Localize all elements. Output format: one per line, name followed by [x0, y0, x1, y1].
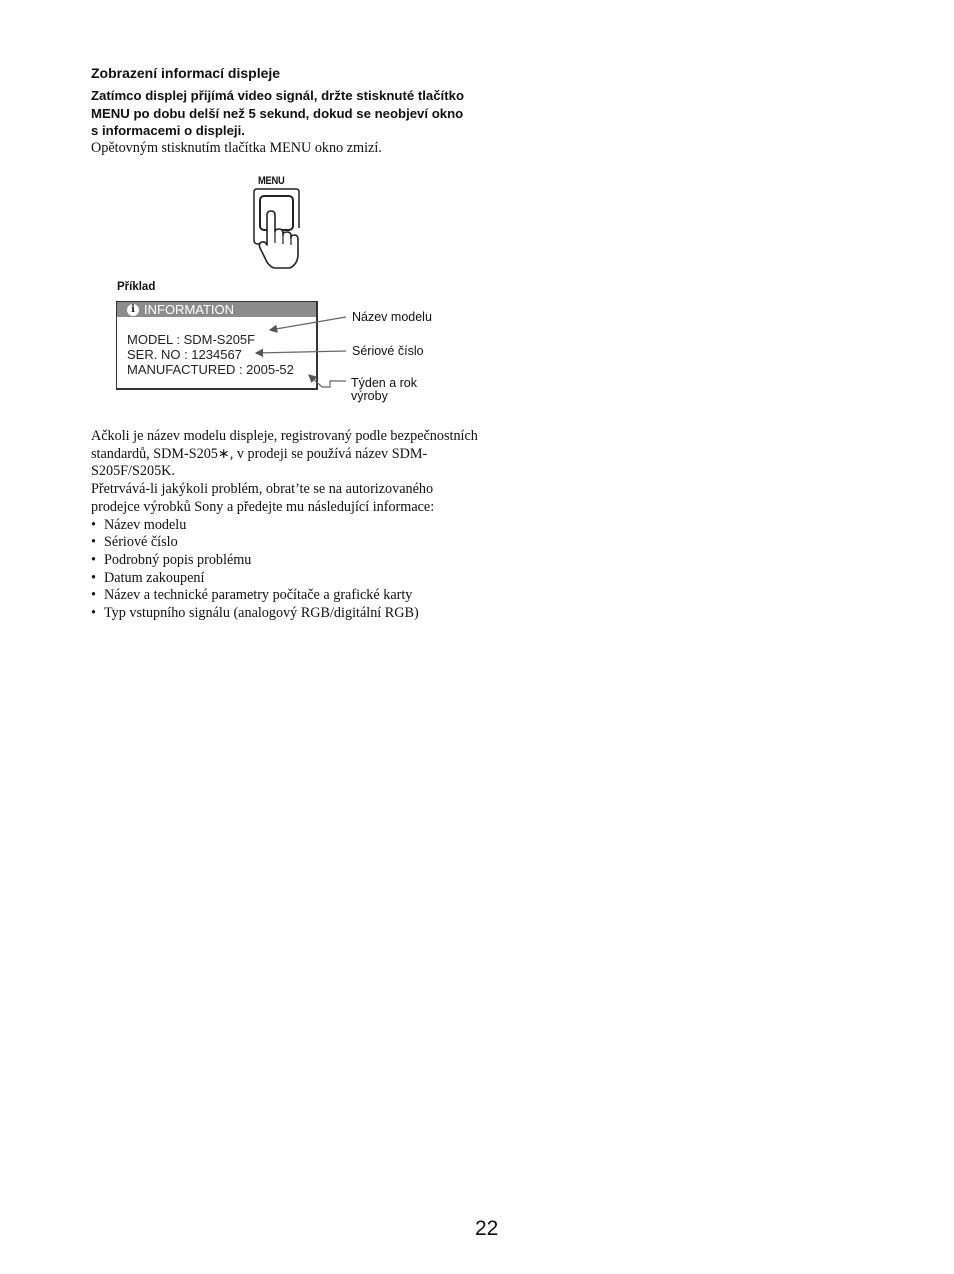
- callout-week-year: [351, 377, 417, 403]
- information-window-title: INFORMATION: [144, 302, 235, 317]
- example-label: Příklad: [117, 281, 156, 293]
- list-item-text: Sériové číslo: [104, 534, 178, 551]
- section-heading: Zobrazení informací displeje: [91, 65, 281, 81]
- bullet-icon: •: [91, 587, 96, 604]
- list-item-text: Typ vstupního signálu (analogový RGB/digitální RGB): [104, 605, 419, 622]
- bullet-icon: •: [91, 516, 96, 533]
- manufactured-line: MANUFACTURED : 2005-52: [127, 362, 294, 377]
- bullet-icon: •: [91, 534, 96, 551]
- model-name-note: Ačkoli je název modelu displeje, registrovaný podle bezpečnostních standardů, SDM-S205∗, v prodeji se používá název SDM-S205F/S205K.: [91, 428, 478, 480]
- info-icon: i: [127, 304, 139, 316]
- instruction-text: Zatímco displej přijímá video signál, držte stisknuté tlačítko MENU po dobu delší než 5 sekund, dokud se neobjeví okno s informacemi o displeji.: [91, 88, 465, 139]
- page-number: 22: [475, 1217, 499, 1240]
- callout-week-year-line2: výroby: [351, 389, 388, 403]
- menu-button-label: MENU: [258, 175, 285, 187]
- list-item: [91, 552, 481, 570]
- required-info-list: [91, 517, 481, 623]
- list-item: [91, 605, 481, 623]
- list-item-text: Datum zakoupení: [104, 569, 205, 586]
- model-line: MODEL : SDM-S205F: [127, 332, 256, 347]
- list-item-text: Podrobný popis problému: [104, 551, 252, 568]
- body-text: [91, 428, 481, 623]
- list-item: [91, 534, 481, 552]
- list-item: [91, 517, 481, 535]
- callout-serial-number: Sériové číslo: [352, 344, 424, 358]
- callout-model-name: Název modelu: [352, 310, 432, 324]
- bullet-icon: •: [91, 569, 96, 586]
- bullet-icon: •: [91, 551, 96, 568]
- dismiss-note: Opětovným stisknutím tlačítka MENU okno zmizí.: [91, 140, 382, 156]
- list-item-text: Název modelu: [104, 516, 187, 533]
- list-item: [91, 587, 481, 605]
- list-item: [91, 570, 481, 588]
- serial-number-line: SER. NO : 1234567: [127, 347, 242, 362]
- callout-arrows: [0, 0, 954, 420]
- callout-week-year-line1: Týden a rok: [351, 376, 418, 390]
- support-instructions: Přetrvává-li jakýkoli problém, obrat’te se na autorizovaného prodejce výrobků Sony a předejte mu následující informace:: [91, 481, 435, 515]
- bullet-icon: •: [91, 605, 96, 622]
- list-item-text: Název a technické parametry počítače a grafické karty: [104, 587, 413, 604]
